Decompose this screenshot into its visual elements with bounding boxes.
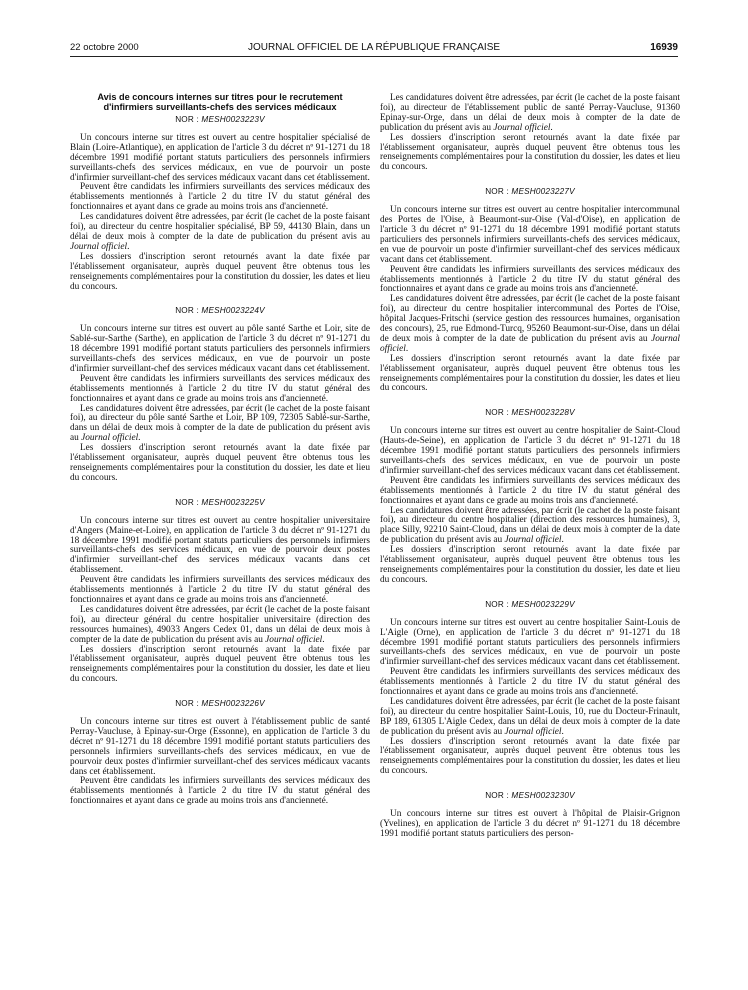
notice-paragraph: Les candidatures doivent être adressées, par écrit (le cachet de la poste faisant foi), au directeur du centre hospitalier intercommunal des Portes de l'Oise, hôpital Jacques-Fritschi (service gestion des ressources humaines, organisation des concours), 25, rue Edmond-Turcq, 95260 Beaumont-sur-Oise, dans un délai de deux mois à compter de la date de publication du présent avis au Journal officiel. (380, 294, 680, 354)
notice-paragraph: Un concours interne sur titres est ouvert au centre hospitalier de Saint-Cloud (Hauts-de-Seine), en application de l'article 3 du décret nº 91-1271 du 18 décembre 1991 modifié portant statuts particuliers des personnels infirmiers surveillants-chefs des services médicaux, en vue de pourvoir un poste d'infirmier surveillant-chef des services médicaux vacant dans cet établissement. (380, 426, 680, 476)
nor-prefix: NOR : (485, 791, 509, 801)
nor-code: MESH0023227V (511, 187, 575, 197)
notice-section (380, 94, 680, 173)
notice-section (380, 600, 680, 777)
notice-title-line: d'infirmiers surveillants-chefs des services médicaux (103, 102, 337, 112)
page-number: 16939 (650, 42, 678, 53)
notice-paragraph: Les candidatures doivent être adressées, par écrit (le cachet de la poste faisant foi), au directeur du centre hospitalier spécialisé, BP 59, 44130 Blain, dans un délai de deux mois à compter de la date de publication du présent avis au Journal officiel. (70, 212, 370, 252)
notice-paragraph: Peuvent être candidats les infirmiers surveillants des services médicaux des établissements mentionnés à l'article 2 du titre IV du statut général des fonctionnaires et ayant dans ce grade au moins trois ans d'ancienneté. (380, 667, 680, 698)
notice-paragraph: Les dossiers d'inscription seront retournés avant la date fixée par l'établissement organisateur, auprès duquel peuvent être obtenus tous les renseignements complémentaires pour la constitution du dossier, les dates et lieu du concours. (380, 132, 680, 173)
notice-paragraph: Peuvent être candidats les infirmiers surveillants des services médicaux des établissements mentionnés à l'article 2 du titre IV du statut général des fonctionnaires et ayant dans ce grade au moins trois ans d'ancienneté. (70, 373, 370, 404)
notice-paragraph: Les dossiers d'inscription seront retournés avant la date fixée par l'établissement organisateur, auprès duquel peuvent être obtenus tous les renseignements complémentaires pour la constitution du dossier, les dates et lieu du concours. (70, 251, 370, 292)
nor-code: MESH0023223V (201, 115, 265, 124)
nor-code: MESH0023226V (201, 699, 265, 709)
notice-paragraph: Peuvent être candidats les infirmiers surveillants des services médicaux des établissements mentionnés à l'article 2 du titre IV du statut général des fonctionnaires et ayant dans ce grade au moins trois ans d'ancienneté. (70, 182, 370, 213)
notice-paragraph: Un concours interne sur titres est ouvert à l'établissement public de santé Perray-Vaucluse, à Epinay-sur-Orge (Essonne), en application de l'article 3 du décret nº 91-1271 du 18 décembre 1991 modifié portant statuts particuliers des personnels infirmiers surveillants-chefs des services médicaux, en vue de pourvoir deux postes d'infirmier surveillant-chef des services médicaux vacants dans cet établissement. (70, 717, 370, 777)
nor-reference (70, 498, 370, 508)
notice-title (70, 92, 370, 112)
nor-code: MESH0023224V (201, 306, 265, 316)
notice-paragraph: Les dossiers d'inscription seront retournés avant la date fixée par l'établissement organisateur, auprès duquel peuvent être obtenus tous les renseignements complémentaires pour la constitution du dossier, les date et lieu du concours. (380, 545, 680, 585)
notice-section (70, 306, 370, 483)
left-column (70, 92, 370, 821)
header-rule (70, 56, 678, 57)
notice-paragraph: Les candidatures doivent être adressées, par écrit (le cachet de la poste faisant foi), au directeur général du centre hospitalier universitaire (direction des ressources humaines), 49033 Angers Cedex 01, dans un délai de deux mois à compter de la date de publication du présent avis au Journal officiel. (70, 604, 370, 645)
header-date: 22 octobre 2000 (70, 42, 139, 53)
nor-prefix: NOR : (485, 599, 509, 609)
notice-section (70, 498, 370, 685)
notice-paragraph: Les dossiers d'inscription seront retournés avant la date fixée par l'établissement organisateur, auprès duquel peuvent être obtenus tous les renseignements complémentaires pour la constitution du dossier, les date et lieu du concours. (70, 443, 370, 483)
nor-prefix: NOR : (485, 187, 509, 197)
notice-paragraph: Les candidatures doivent être adressées, par écrit (le cachet de la poste faisant foi), au directeur du pôle santé Sarthe et Loir, BP 109, 72305 Sablé-sur-Sarthe, dans un délai de deux mois à compter de la date de publication du présent avis au Journal officiel. (70, 403, 370, 444)
nor-reference (380, 600, 680, 610)
right-column (380, 94, 680, 854)
notice-paragraph: Les dossiers d'inscription seront retournés avant la date fixée par l'établissement organisateur, auprès duquel peuvent être obtenus tous les renseignements complémentaires pour la constitution du dossier, les date et lieu du concours. (70, 644, 370, 685)
notice-section (70, 115, 370, 292)
notice-paragraph: Les candidatures doivent être adressées, par écrit (le cachet de la poste faisant foi), au directeur de l'établissement public de santé Perray-Vaucluse, 91360 Epinay-sur-Orge, dans un délai de deux mois à compter de la date de publication du présent avis au Journal officiel. (380, 93, 680, 133)
nor-reference (70, 699, 370, 709)
nor-prefix: NOR : (175, 699, 199, 709)
notice-section (380, 187, 680, 394)
notice-title-line: Avis de concours internes sur titres pour le recrutement (97, 92, 343, 102)
notice-paragraph: Un concours interne sur titres est ouvert au centre hospitalier intercommunal des Portes de l'Oise, à Beaumont-sur-Oise (Val-d'Oise), en application de l'article 3 du décret nº 91-1271 du 18 décembre 1991 modifié portant statuts particuliers des personnels infirmiers surveillants-chefs des services médicaux, en vue de pourvoir un poste d'infirmier surveillant-chef des services médicaux vacant dans cet établissement. (380, 205, 680, 265)
nor-reference (70, 115, 370, 125)
notice-paragraph: Un concours interne sur titres est ouvert au pôle santé Sarthe et Loir, site de Sablé-sur-Sarthe (Sarthe), en application de l'article 3 du décret nº 91-1271 du 18 décembre 1991 modifié portant statuts particuliers des personnels infirmiers surveillants-chefs des services médicaux, en vue de pourvoir un poste d'infirmier surveillant-chef des services médicaux vacant dans cet établissement. (70, 324, 370, 374)
nor-prefix: NOR : (485, 408, 509, 418)
notice-paragraph: Les dossiers d'inscription seront retournés avant la date fixée par l'établissement organisateur, auprès duquel peuvent être obtenus tous les renseignements complémentaires pour la constitution du dossier, les dates et lieu du concours. (380, 353, 680, 394)
nor-code: MESH0023225V (201, 497, 265, 507)
nor-reference (70, 306, 370, 316)
notice-paragraph: Un concours interne sur titres est ouvert à l'hôpital de Plaisir-Grignon (Yvelines), en application de l'article 3 du décret nº 91-1271 du 18 décembre 1991 modifié portant statuts particuliers des person- (380, 809, 680, 839)
notice-paragraph: Un concours interne sur titres est ouvert au centre hospitalier spécialisé de Blain (Loire-Atlantique), en application de l'article 3 du décret nº 91-1271 du 18 décembre 1991 modifié portant statuts particuliers des personnels infirmiers surveillants-chefs des services médicaux, en vue de pourvoir un poste d'infirmier surveillant-chef des services médicaux vacant dans cet établissement. (70, 132, 370, 183)
notice-paragraph: Un concours interne sur titres est ouvert au centre hospitalier Saint-Louis de L'Aigle (Orne), en application de l'article 3 du décret nº 91-1271 du 18 décembre 1991 modifié portant statuts particuliers des personnels infirmiers surveillants-chefs des services médicaux, en vue de pourvoir un poste d'infirmier surveillant-chef des services médicaux vacant dans cet établissement. (380, 617, 680, 668)
notice-paragraph: Peuvent être candidats les infirmiers surveillants des services médicaux des établissements mentionnés à l'article 2 du titre IV du statut général des fonctionnaires et ayant dans ce grade au moins trois ans d'ancienneté. (70, 776, 370, 807)
nor-prefix: NOR : (175, 115, 199, 124)
nor-reference (380, 791, 680, 801)
nor-code: MESH0023230V (511, 791, 575, 801)
notice-paragraph: Les dossiers d'inscription seront retournés avant la date fixée par l'établissement organisateur, auprès duquel peuvent être obtenus tous les renseignements complémentaires pour la constitution du dossier, les dates et lieu du concours. (380, 736, 680, 777)
notice-paragraph: Un concours interne sur titres est ouvert au centre hospitalier universitaire d'Angers (Maine-et-Loire), en application de l'article 3 du décret nº 91-1271 du 18 décembre 1991 modifié portant statuts particuliers des personnels infirmiers surveillants-chefs des services médicaux, en vue de pourvoir deux postes d'infirmier surveillant-chef des services médicaux vacants dans cet établissement. (70, 515, 370, 576)
notice-paragraph: Peuvent être candidats les infirmiers surveillants des services médicaux des établissements mentionnés à l'article 2 du titre IV du statut général des fonctionnaires et ayant dans ce grade au moins trois ans d'ancienneté. (380, 475, 680, 506)
nor-code: MESH0023228V (511, 408, 575, 418)
nor-reference (380, 408, 680, 418)
nor-reference (380, 187, 680, 197)
notice-section (70, 699, 370, 807)
nor-prefix: NOR : (175, 497, 199, 507)
notice-paragraph: Les candidatures doivent être adressées, par écrit (le cachet de la poste faisant foi), au directeur du centre hospitalier Saint-Louis, 10, rue du Docteur-Frinault, BP 189, 61305 L'Aigle Cedex, dans un délai de deux mois à compter de la date de publication du présent avis au Journal officiel. (380, 696, 680, 737)
nor-prefix: NOR : (175, 306, 199, 316)
nor-code: MESH0023229V (511, 599, 575, 609)
notice-paragraph: Peuvent être candidats les infirmiers surveillants des services médicaux des établissements mentionnés à l'article 2 du titre IV du statut général des fonctionnaires et ayant dans ce grade au moins trois ans d'ancienneté. (70, 575, 370, 605)
notice-paragraph: Peuvent être candidats les infirmiers surveillants des services médicaux des établissements mentionnés à l'article 2 du titre IV du statut général des fonctionnaires et ayant dans ce grade au moins trois ans d'ancienneté. (380, 264, 680, 295)
notice-section (380, 791, 680, 840)
notice-paragraph: Les candidatures doivent être adressées, par écrit (le cachet de la poste faisant foi), au directeur du centre hospitalier (direction des ressources humaines), 3, place Silly, 92210 Saint-Cloud, dans un délai de deux mois à compter de la date de publication du présent avis au Journal officiel. (380, 505, 680, 546)
notice-section (380, 408, 680, 585)
journal-title: JOURNAL OFFICIEL DE LA RÉPUBLIQUE FRANÇAISE (247, 42, 501, 53)
